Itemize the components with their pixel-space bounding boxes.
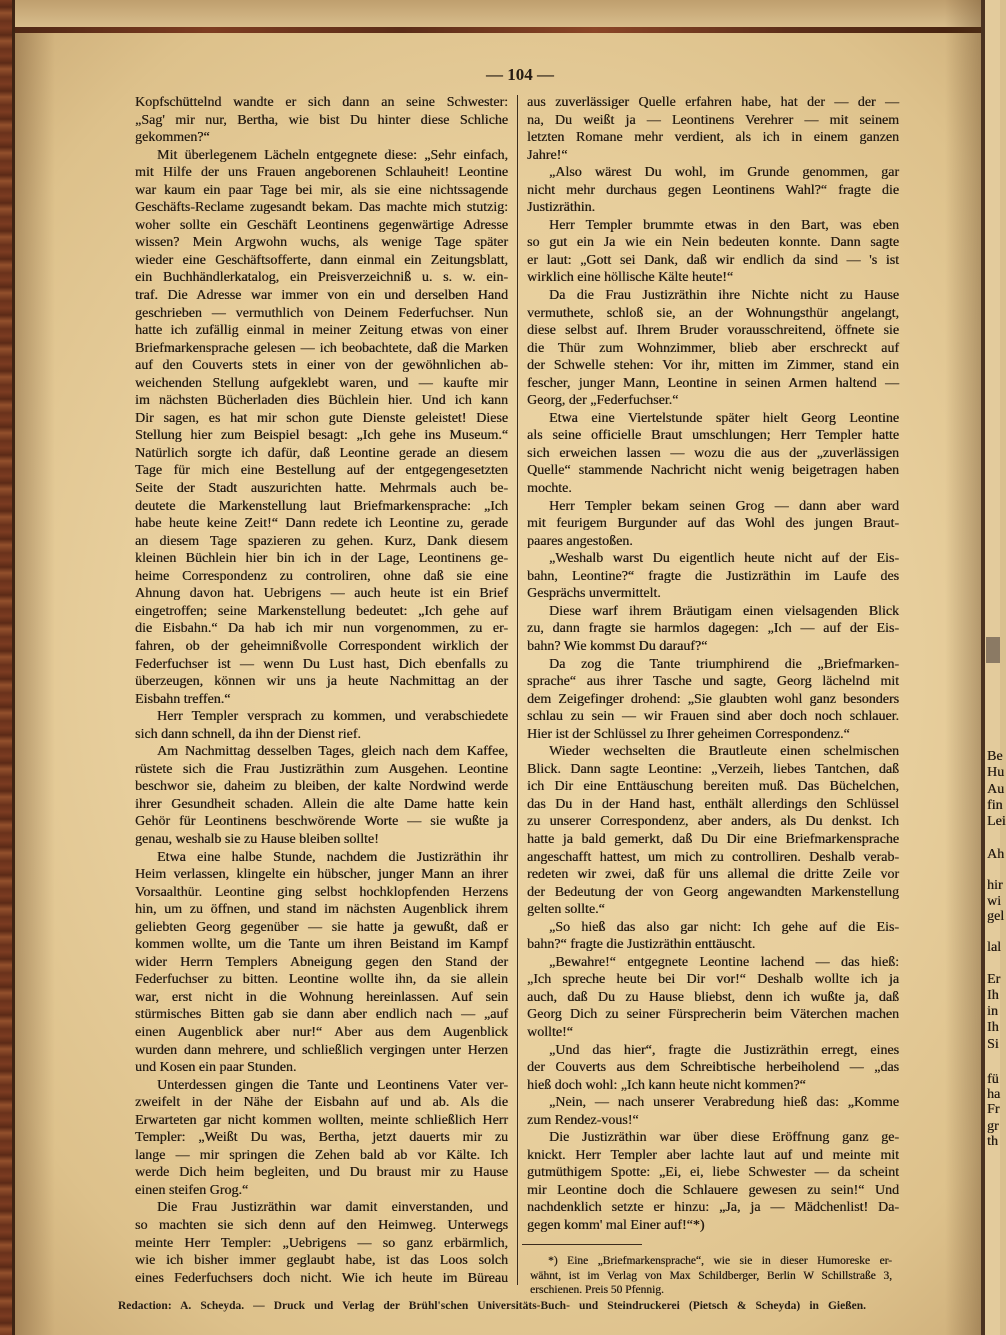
adjacent-page-text-fragment: ha (987, 1087, 1001, 1102)
text-line: *) Eine „Briefmarkensprache“, wie sie in dieser Humoreske er- (548, 1255, 892, 1267)
text-line: ich Dir eine Enttäuschung bereiten muß. Das Büchelchen, (527, 779, 899, 795)
text-line: war kaum ein paar Tage bei mir, als sie eine nichtssagende (135, 182, 508, 198)
text-line: gegen komm' mal Einer auf!“*) (527, 1218, 705, 1233)
text-line: beschwor sie, daheim zu bleiben, der kalte Nordwind werde (135, 779, 508, 795)
text-line: vermuthete, schloß sie, an der Wohnungsthür angelangt, (527, 305, 899, 321)
text-line: kommen wollte, um die Tante um ihren Beistand im Kampf (135, 937, 508, 953)
text-line: Gehör für Leontinens beschwörende Worte — sie wußte ja (135, 814, 508, 830)
text-line: rüstete sich die Frau Justizräthin zum Ausgehen. Leontine (135, 761, 508, 777)
text-line: der Schwelle stehen: Vor ihr, mitten im Zimmer, stand ein (527, 358, 899, 374)
paragraph (527, 287, 899, 410)
adjacent-page-text-fragment: wi (987, 894, 1001, 909)
paragraph (527, 603, 899, 656)
text-line: als seine officielle Braut umschlungen; Herr Templer hatte (527, 428, 899, 444)
text-line: wider Herrn Templers Abneigung gegen den Stand der (135, 954, 508, 970)
adjacent-page-text-fragment: fü (987, 1072, 999, 1087)
text-line: Justizräthin. (527, 200, 596, 216)
text-line: auch, daß Du zu Hause bliebst, denn ich wußte ja, daß (527, 989, 899, 1005)
text-line: so gut ein Ja wie ein Nein bedeuten konnte. Dann sagte (527, 235, 899, 251)
paragraph (527, 743, 899, 918)
text-line: lange — mir springen die Zehen bald ab vor Kälte. Ich (135, 1147, 508, 1163)
text-line: redeten wir zwei, daß für uns allemal die dritte Zeile vor (527, 867, 899, 883)
adjacent-page-text-fragment: gel (987, 909, 1005, 924)
paragraph (527, 954, 899, 1042)
text-line: geliebten Georg gegenüber — sie hatte ja gewußt, daß er (135, 919, 508, 935)
text-line: Gesprächs unvermittelt. (527, 586, 661, 602)
adjacent-page-text-fragment: Be (987, 749, 1003, 764)
text-line: woher sollte ein Geschäft Leontinens gegenwärtige Adresse (135, 217, 508, 233)
paragraph (135, 1077, 508, 1200)
text-line: mit feurigem Burgunder auf das Wohl des jungen Braut- (527, 516, 899, 532)
text-line: Die Justizräthin war über diese Eröffnung ganz ge- (549, 1130, 899, 1146)
text-line: heime Correspondenz zu controliren, ohne daß sie eine (135, 568, 508, 584)
text-line: das Du in der Hand hast, enthält allerdings den Schlüssel (527, 796, 899, 812)
text-line: fahren, ob der geheimnißvolle Correspondent wirklich der (135, 638, 508, 654)
paragraph (527, 919, 899, 954)
text-line: hin, um zu öffnen, und stand im nächsten Augenblick ihrem (135, 902, 508, 918)
text-line: Am Nachmittag desselben Tages, gleich nach dem Kaffee, (157, 744, 508, 760)
text-line: nicht mehr durchaus gegen Leontinens Wahl?“ fragte die (527, 182, 899, 198)
adjacent-page-text-fragment: Ah (987, 847, 1005, 862)
text-line: Da zog die Tante triumphirend die „Briefmarken- (549, 656, 899, 672)
text-line: bahn? Wie kommst Du darauf?“ (527, 638, 708, 654)
adjacent-page-strip (985, 0, 1006, 1335)
text-line: Quelle“ stammende Nachricht nicht wenig beigetragen haben (527, 463, 899, 479)
text-line: Eisbahn treffen.“ (135, 691, 231, 707)
text-line: zu unserer Correspondenz, aber anders, als Du denkst. Ich (527, 814, 899, 830)
adjacent-page-text-fragment: Au (987, 782, 1005, 797)
adjacent-page-text-fragment: Ih (987, 988, 999, 1003)
text-line: aus zuverlässiger Quelle erfahren habe, hat der — der — (527, 95, 899, 110)
adjacent-page-text-fragment: hir (987, 878, 1003, 893)
right-text-column (527, 94, 899, 1235)
text-line: Da die Frau Justizräthin ihre Nichte nicht zu Hause (549, 288, 899, 304)
text-line: Briefmarkensprache gelesen — ich beobachtete, daß die Marken (135, 340, 508, 356)
text-line: letzten Romane mehr verdient, als ich in einem ganzen (527, 130, 899, 146)
text-line: auf den Couverts stets in einer von der gewöhnlichen ab- (135, 358, 508, 374)
text-line: Herr Templer versprach zu kommen, und verabschiedete (157, 709, 508, 725)
text-line: fescher, junger Mann, Leontine in seinen Armen haltend — (527, 375, 899, 391)
text-line: schlau zu sein — wir Frauen sind aber doch noch schlauer. (527, 709, 899, 725)
text-line: Herr Templer bekam seinen Grog — dann aber ward (549, 498, 899, 514)
page-number: — 104 — (486, 65, 554, 84)
footnote (530, 1254, 892, 1298)
text-line: wissen? Mein Argwohn wuchs, als wenige Tage später (135, 235, 508, 251)
text-line: einen Augenblick aber nur!“ Aber aus dem Augenblick (135, 1024, 508, 1040)
text-line: geschrieben — vermuthlich von Deinem Federfuchser. Nun (135, 305, 508, 321)
text-line: „Ich spreche heute bei Dir vor!“ Deshalb wollte ich ja (527, 972, 899, 988)
right-edge-shadow (945, 0, 981, 1335)
adjacent-page-text-fragment: fin (987, 798, 1003, 813)
text-line: Natürlich sorgte ich dafür, daß Leontine gerade an diesem (135, 445, 508, 461)
text-line: mir Leontine doch die Schlauere gewesen zu sein!“ Und (527, 1182, 899, 1198)
text-line: Heim verlassen, klingelte ein hübscher, junger Mann an ihrer (135, 867, 508, 883)
page-mark (986, 637, 1000, 663)
text-line: ihrer Gesundheit schaden. Allein die alte Dame hatte kein (135, 796, 508, 812)
text-line: Kopfschüttelnd wandte er sich dann an seine Schwester: (135, 95, 508, 110)
text-line: im nächsten Bücherladen dies Büchlein hier. Und ich kann (135, 393, 508, 409)
text-line: wie ich bisher immer geglaubt habe, ist das Loos solch (135, 1253, 508, 1269)
text-line: hieß doch wohl: „Ich kann heute nicht kommen?“ (527, 1077, 806, 1093)
text-line: Georg, der „Federfuchser.“ (527, 393, 679, 409)
text-line: eines Federfuchsers doch nicht. Wie ich heute im Büreau (135, 1270, 508, 1286)
adjacent-page-text-fragment: th (987, 1134, 998, 1149)
text-line: Etwa eine halbe Stunde, nachdem die Justizräthin ihr (157, 849, 508, 865)
text-line: Diese warf ihrem Bräutigam einen vielsagenden Blick (549, 603, 899, 619)
text-line: sich dann schnell, da ihn der Dienst rief. (135, 726, 361, 742)
text-line: der Couverts aus dem Schreibtische herbeiholend — „das (527, 1060, 899, 1076)
paragraph (527, 550, 899, 603)
text-line: deutete die Markenstellung laut Briefmarkensprache: „Ich (135, 498, 508, 514)
text-line: gutmüthigem Spotte: „Ei, ei, liebe Schwester — da scheint (527, 1165, 899, 1181)
text-line: wollte!“ (527, 1024, 573, 1040)
text-line: werde Dich heim begleiten, und Du braust mir zu Hause (135, 1165, 508, 1181)
text-line: Mit überlegenem Lächeln entgegnete diese: „Sehr einfach, (157, 147, 508, 163)
text-line: wirklich eine höllische Kälte heute!“ (527, 270, 734, 286)
text-line: Etwa eine Viertelstunde später hielt Georg Leontine (549, 410, 899, 426)
paragraph (527, 164, 899, 217)
adjacent-page-text-fragment: Fr (987, 1102, 1000, 1117)
text-line: Jahre!“ (527, 147, 568, 163)
text-line: Die Frau Justizräthin war damit einverstanden, und (157, 1200, 508, 1216)
column-divider (517, 95, 518, 1285)
paragraph (527, 656, 899, 744)
paragraph (527, 1094, 899, 1129)
top-margin-band (15, 0, 981, 27)
text-line: angeschafft hattest, um mich zu controlliren. Deshalb verab- (527, 849, 899, 865)
text-line: „Und das hier“, fragte die Justizräthin erregt, eines (549, 1042, 899, 1058)
text-line: mochte. (527, 481, 572, 497)
text-line: bahn, Leontine?“ fragte die Justizräthin im Laufe des (527, 568, 899, 584)
text-line: knickt. Herr Templer aber lachte laut auf und meinte mit (527, 1147, 899, 1163)
text-line: Geschäfts-Reclame zugesandt bekam. Das machte mich stutzig: (135, 200, 508, 216)
text-line: paares angestoßen. (527, 533, 633, 549)
text-line: „So hieß das also gar nicht: Ich gehe auf die Eis- (549, 919, 899, 935)
text-line: Hier ist der Schlüssel zu Ihrer geheimen Correspondenz.“ (527, 726, 850, 742)
text-line: erschienen. Preis 50 Pfennig. (530, 1284, 664, 1296)
text-line: war, erst nicht in die Wohnung hereinlassen. Auf sein (135, 989, 508, 1005)
text-line: und Kosen ein paar Stunden. (135, 1060, 297, 1076)
text-line: Unterdessen gingen die Tante und Leontinens Vater ver- (157, 1077, 508, 1093)
text-line: Federfuchser zu bitten. Leontine wollte ihn, da sie allein (135, 972, 508, 988)
text-line: „Nein, — nach unserer Verabredung hieß das: „Komme (549, 1095, 899, 1111)
paragraph (135, 849, 508, 1077)
text-line: überzeugen, können wir uns ja heute Nachmittag an der (135, 674, 508, 690)
adjacent-page-text-fragment: Si (987, 1037, 999, 1052)
text-line: zweifelt in der Nähe der Eisbahn auf und ab. Als die (135, 1095, 508, 1111)
text-line: habe heute keine Zeit!“ Dann redete ich Leontine zu, gerade (135, 516, 508, 532)
text-line: zu, dann fragte sie harmlos dagegen: „Ich — auf der Eis- (527, 621, 899, 637)
paragraph (527, 1129, 899, 1234)
text-line: wieder eine Geschäftsofferte, dann einmal ein Zeitungsblatt, (135, 252, 508, 268)
text-line: diese selbst auf. Ihrem Bruder vorausschreitend, öffnete sie (527, 323, 899, 339)
text-line: Tage für mich eine Bestellung auf der entgegengesetzten (135, 463, 508, 479)
paragraph (527, 94, 899, 164)
text-line: wurden dann mehrere, und schließlich vergingen unter Herzen (135, 1042, 508, 1058)
text-line: „Weshalb warst Du eigentlich heute nicht auf der Eis- (549, 551, 899, 567)
paragraph (135, 743, 508, 848)
paragraph (135, 147, 508, 709)
text-line: dem Zeigefinger drohend: „Sie glaubten wohl ganz besonders (527, 691, 899, 707)
text-line: zum Rendez-vous!“ (527, 1112, 639, 1128)
footnote-separator (522, 1244, 642, 1245)
adjacent-page-text-fragment: Lei (987, 814, 1006, 829)
text-line: mit Hilfe der uns Frauen angeborenen Schlauheit! Leontine (135, 165, 508, 181)
paragraph (527, 410, 899, 498)
paragraph (527, 1042, 899, 1095)
text-line: sprache“ aus ihrer Tasche und sagte, Georg lächelnd mit (527, 674, 899, 690)
text-line: Vorsaalthür. Leontine ging selbst hochklopfenden Herzens (135, 884, 508, 900)
text-line: Templer: „Weißt Du was, Bertha, jetzt dauerts mir zu (135, 1130, 508, 1146)
text-line: Georg Dich zu seiner Fürsprecherin beim Väterchen machen (527, 1007, 899, 1023)
adjacent-page-text-fragment: gr (987, 1119, 999, 1134)
text-line: „Also wärest Du wohl, im Grunde genommen, gar (549, 165, 899, 181)
text-line: Blick. Dann sagte Leontine: „Verzeih, liebes Tantchen, daß (527, 761, 899, 777)
text-line: genau, weshalb sie zu Hause bleiben sollte! (135, 831, 379, 847)
paragraph (135, 708, 508, 743)
text-line: Redaction: A. Scheyda. — Druck und Verlag der Brühl'schen Universitäts-Buch- und Steindruckerei (Pietsch & Scheyda) in Gießen. (118, 1300, 866, 1312)
text-line: meinte Herr Templer: „Uebrigens — so ganz erbärmlich, (135, 1235, 508, 1251)
text-line: er laut: „Gott sei Dank, daß wir endlich da sind — 's ist (527, 252, 899, 268)
text-line: traf. Die Adresse war immer von ein und derselben Hand (135, 288, 508, 304)
text-line: Seite der Stadt auszurichten hatte. Mehrmals auch be- (135, 481, 508, 497)
text-line: Dir sagen, es hat mir schon gute Dienste geleistet! Diese (135, 410, 508, 426)
text-line: Stellung hier zum Beispiel besagt: „Ich gehe ins Museum.“ (135, 428, 508, 444)
text-line: wähnt, ist im Verlag von Max Schildberger, Berlin W Schillstraße 3, (530, 1269, 892, 1282)
text-line: hatte ich zufällig einmal in meiner Zeitung etwas von einer (135, 323, 508, 339)
paragraph (527, 217, 899, 287)
text-line: Wieder wechselten die Brautleute einen schelmischen (549, 744, 899, 760)
paragraph (135, 1199, 508, 1287)
text-line: an diesem Tage spazieren zu gehen. Kurz, Dank diesem (135, 533, 508, 549)
adjacent-page-text-fragment: Er (987, 972, 1001, 987)
text-line: nachdenklich setzte er hinzu: „Ja, ja — Mädchenlist! Da- (527, 1200, 899, 1216)
adjacent-page-text-fragment: Hu (987, 765, 1005, 780)
adjacent-page-text-fragment: in (987, 1004, 998, 1019)
text-line: kleinen Büchlein hier bin ich in der Lage, Leontinens ge- (135, 551, 508, 567)
paragraph (135, 94, 508, 147)
book-binding-edge (0, 0, 12, 1335)
text-line: Herr Templer brummte etwas in den Bart, was eben (549, 217, 899, 233)
text-line: Ahnung davon hat. Uebrigens — auch heute ist ein Brief (135, 586, 508, 602)
text-line: hatte ja bald gemerkt, daß Du Dir eine Briefmarkensprache (527, 831, 899, 847)
text-line: Erwarteten gar nicht kommen wollten, meinte schließlich Herr (135, 1112, 508, 1128)
text-line: gekommen?“ (135, 130, 210, 146)
adjacent-page-text-fragment: Ih (987, 1020, 999, 1035)
imprint-footer (118, 1299, 866, 1313)
text-line: so machten sie sich denn auf den Heimweg. Unterwegs (135, 1218, 508, 1233)
text-line: die Eisbahn.“ Da hab ich mir nun vorgenommen, zu er- (135, 621, 508, 637)
paragraph (527, 498, 899, 551)
text-line: bahn?“ fragte die Justizräthin enttäuscht. (527, 937, 756, 953)
text-line: der Bedeutung der von Georg angewandten Markenstellung (527, 884, 899, 900)
text-line: einen steifen Grog.“ (135, 1182, 249, 1198)
text-line: ein Buchhändlerkatalog, ein Preisverzeichniß u. s. w. ein- (135, 270, 508, 286)
text-line: eingetroffen; seine Markenstellung bedeutet: „Ich gehe auf (135, 603, 508, 619)
text-line: na, Du weißt ja — Leontinens Verehrer — mit seinem (527, 112, 899, 128)
text-line: die Thür zum Wohnzimmer, blieb aber erschreckt auf (527, 340, 899, 356)
gutter-shadow (15, 0, 55, 1335)
text-line: gelten sollte.“ (527, 902, 605, 918)
top-marbled-edge (15, 27, 981, 33)
text-line: stürmisches Bitten gab sie dann aber endlich nach — „auf (135, 1007, 508, 1023)
adjacent-page-text-fragment: lal (987, 940, 1001, 955)
left-text-column (135, 94, 508, 1287)
text-line: „Bewahre!“ entgegnete Leontine lachend — das hieß: (549, 954, 899, 970)
text-line: weichenden Stellung aufgeklebt waren, und — kaufte mir (135, 375, 508, 391)
text-line: „Sag' mir nur, Bertha, wie bist Du hinter diese Schliche (135, 112, 508, 128)
text-line: Federfuchser ist — wenn Du Lust hast, Dich ebenfalls zu (135, 656, 508, 672)
text-line: sich erweichen lassen — wozu die aus der „zuverlässigen (527, 445, 899, 461)
